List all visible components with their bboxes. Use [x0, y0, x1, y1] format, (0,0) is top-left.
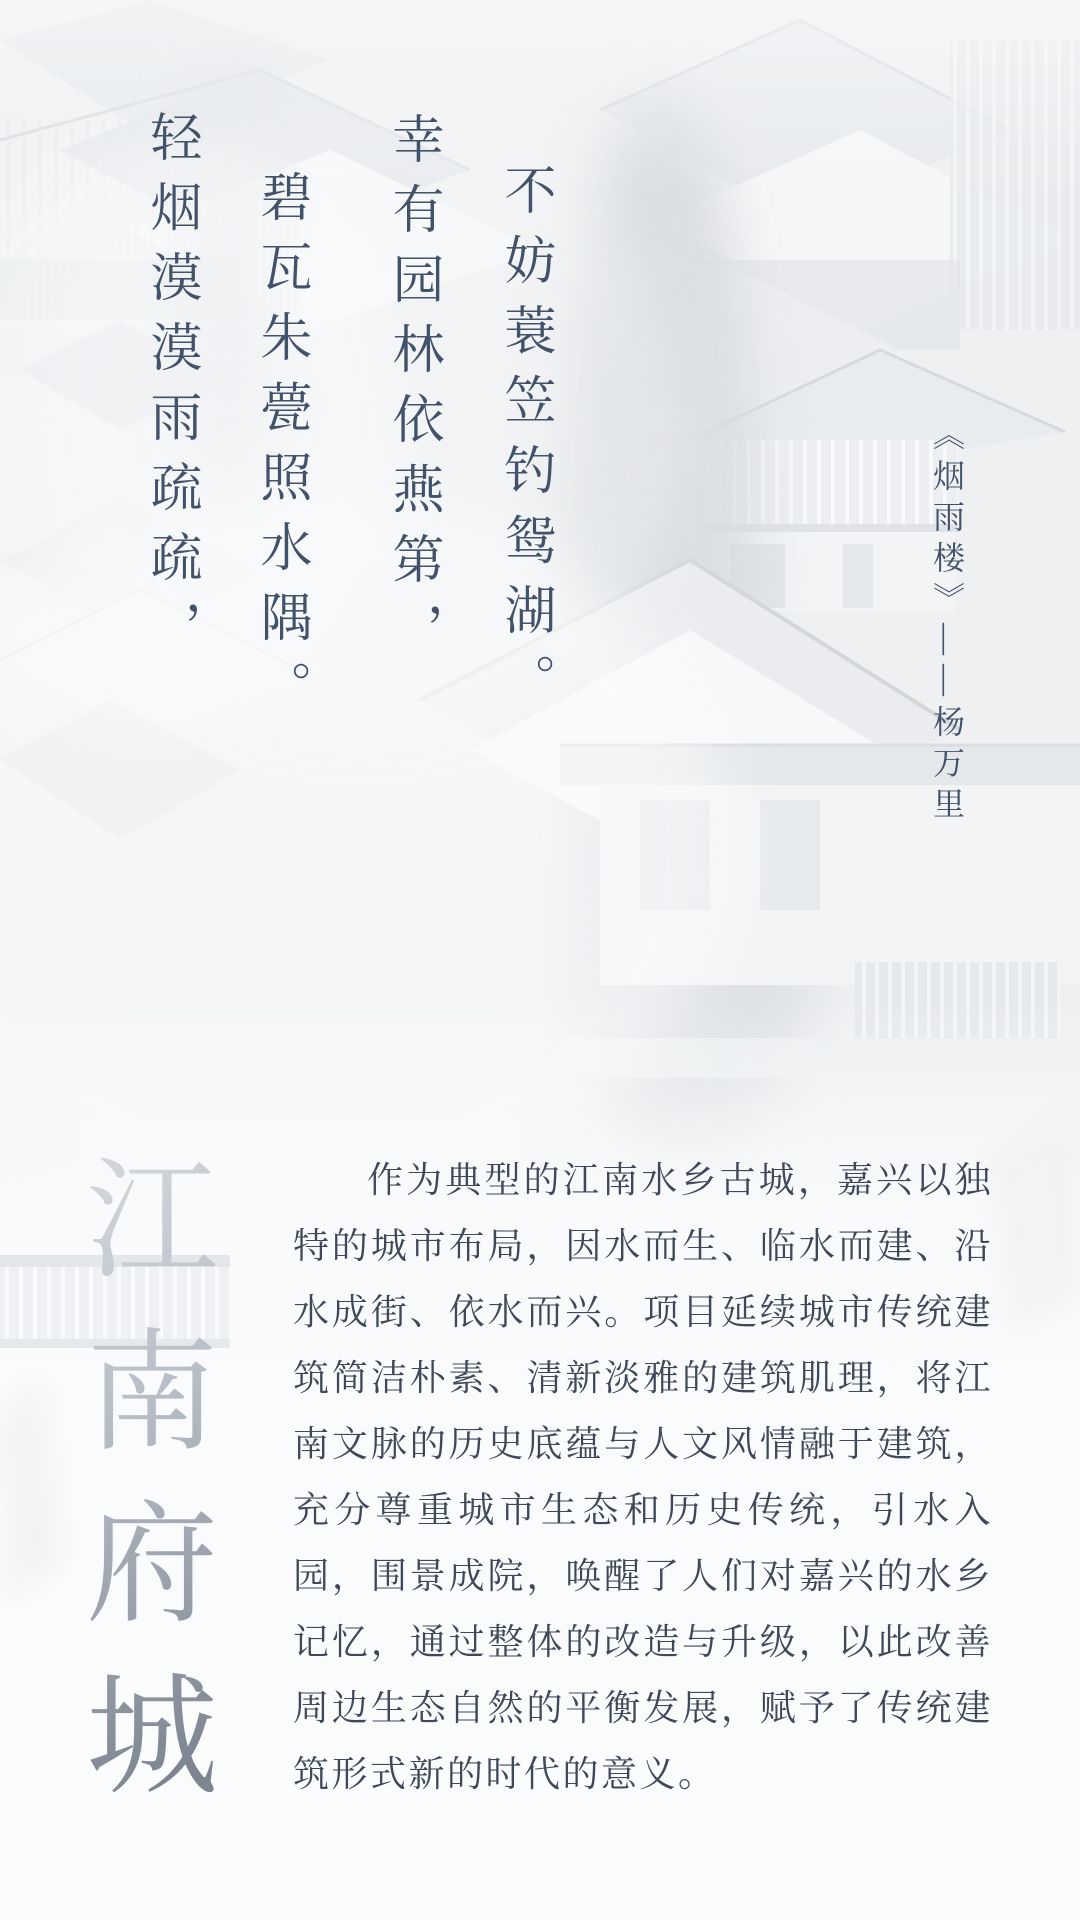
body-paragraph: 作为典型的江南水乡古城，嘉兴以独特的城市布局，因水而生、临水而建、沿水成街、依水而兴。项目延续城市传统建筑简洁朴素、清新淡雅的建筑肌理，将江南文脉的历史底蕴与人文风情融于建筑，充分尊重城市生态和历史传统，引水入园，围景成院，唤醒了人们对嘉兴的水乡记忆，通过整体的改造与升级，以此改善周边生态自然的平衡发展，赋予了传统建筑形式新的时代的意义。 — [293, 1160, 993, 1794]
poem-attribution: 《烟雨楼》——杨万里 — [929, 418, 965, 828]
poem-line-column-2: 碧瓦朱甍照水隅。 — [252, 170, 309, 730]
poem-line-column-3: 幸有园林依燕第， — [384, 112, 441, 672]
poem-line-column-4: 不妨蓑笠钓鸳湖。 — [496, 163, 553, 723]
section-title-vertical: 江南府城 — [44, 1150, 234, 1838]
poem-line-column-1: 轻烟漠漠雨疏疏， — [142, 110, 199, 670]
